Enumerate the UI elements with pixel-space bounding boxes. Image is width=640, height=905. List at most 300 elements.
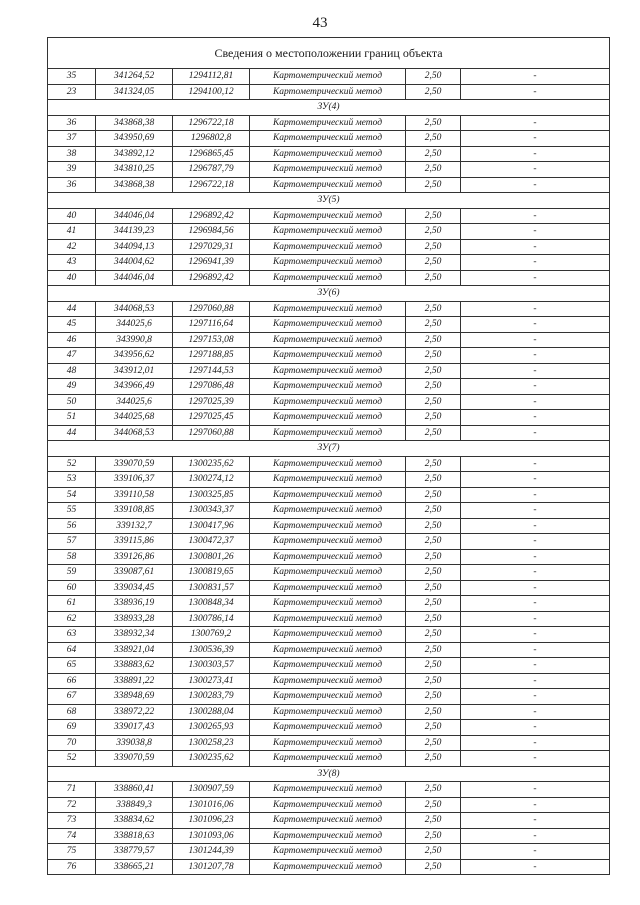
y-coordinate-cell: 1294112,81 — [173, 69, 250, 85]
table-row — [48, 565, 610, 581]
x-coordinate-cell: 341324,05 — [96, 84, 173, 100]
method-cell: Картометрический метод — [250, 425, 406, 441]
accuracy-cell: 2,50 — [406, 797, 461, 813]
description-cell: - — [461, 549, 610, 565]
description-cell: - — [461, 735, 610, 751]
table-row — [48, 782, 610, 798]
table-row — [48, 255, 610, 271]
table-row — [48, 549, 610, 565]
group-label: ЗУ(5) — [48, 193, 610, 209]
table-row — [48, 580, 610, 596]
y-coordinate-cell: 1297188,85 — [173, 348, 250, 364]
accuracy-cell: 2,50 — [406, 611, 461, 627]
method-cell: Картометрический метод — [250, 224, 406, 240]
description-cell: - — [461, 146, 610, 162]
y-coordinate-cell: 1301207,78 — [173, 859, 250, 875]
x-coordinate-cell: 339034,45 — [96, 580, 173, 596]
method-cell: Картометрический метод — [250, 131, 406, 147]
table-row — [48, 534, 610, 550]
accuracy-cell: 2,50 — [406, 425, 461, 441]
accuracy-cell: 2,50 — [406, 162, 461, 178]
table-row — [48, 208, 610, 224]
table-row — [48, 720, 610, 736]
table-row — [48, 658, 610, 674]
accuracy-cell: 2,50 — [406, 177, 461, 193]
description-cell: - — [461, 813, 610, 829]
x-coordinate-cell: 339087,61 — [96, 565, 173, 581]
description-cell: - — [461, 782, 610, 798]
point-number-cell: 23 — [48, 84, 96, 100]
description-cell: - — [461, 673, 610, 689]
point-number-cell: 43 — [48, 255, 96, 271]
x-coordinate-cell: 344025,68 — [96, 410, 173, 426]
table-row — [48, 301, 610, 317]
description-cell: - — [461, 828, 610, 844]
table-row — [48, 751, 610, 767]
x-coordinate-cell: 344068,53 — [96, 301, 173, 317]
accuracy-cell: 2,50 — [406, 689, 461, 705]
method-cell: Картометрический метод — [250, 751, 406, 767]
description-cell: - — [461, 255, 610, 271]
point-number-cell: 46 — [48, 332, 96, 348]
y-coordinate-cell: 1300848,34 — [173, 596, 250, 612]
table-row — [48, 332, 610, 348]
method-cell: Картометрический метод — [250, 115, 406, 131]
y-coordinate-cell: 1300235,62 — [173, 751, 250, 767]
point-number-cell: 58 — [48, 549, 96, 565]
point-number-cell: 57 — [48, 534, 96, 550]
accuracy-cell: 2,50 — [406, 673, 461, 689]
y-coordinate-cell: 1300343,37 — [173, 503, 250, 519]
accuracy-cell: 2,50 — [406, 332, 461, 348]
point-number-cell: 51 — [48, 410, 96, 426]
accuracy-cell: 2,50 — [406, 565, 461, 581]
table-row — [48, 596, 610, 612]
description-cell: - — [461, 627, 610, 643]
method-cell: Картометрический метод — [250, 828, 406, 844]
point-number-cell: 40 — [48, 270, 96, 286]
method-cell: Картометрический метод — [250, 69, 406, 85]
description-cell: - — [461, 534, 610, 550]
accuracy-cell: 2,50 — [406, 844, 461, 860]
description-cell: - — [461, 596, 610, 612]
method-cell: Картометрический метод — [250, 565, 406, 581]
y-coordinate-cell: 1300273,41 — [173, 673, 250, 689]
description-cell: - — [461, 363, 610, 379]
description-cell: - — [461, 177, 610, 193]
description-cell: - — [461, 580, 610, 596]
point-number-cell: 36 — [48, 177, 96, 193]
accuracy-cell: 2,50 — [406, 487, 461, 503]
y-coordinate-cell: 1300769,2 — [173, 627, 250, 643]
method-cell: Картометрический метод — [250, 456, 406, 472]
accuracy-cell: 2,50 — [406, 813, 461, 829]
table-row — [48, 270, 610, 286]
description-cell: - — [461, 162, 610, 178]
accuracy-cell: 2,50 — [406, 549, 461, 565]
method-cell: Картометрический метод — [250, 177, 406, 193]
point-number-cell: 68 — [48, 704, 96, 720]
table-row — [48, 487, 610, 503]
point-number-cell: 76 — [48, 859, 96, 875]
y-coordinate-cell: 1297153,08 — [173, 332, 250, 348]
y-coordinate-cell: 1300831,57 — [173, 580, 250, 596]
method-cell: Картометрический метод — [250, 782, 406, 798]
point-number-cell: 36 — [48, 115, 96, 131]
table-row — [48, 642, 610, 658]
point-number-cell: 40 — [48, 208, 96, 224]
x-coordinate-cell: 338948,69 — [96, 689, 173, 705]
point-number-cell: 44 — [48, 425, 96, 441]
description-cell: - — [461, 611, 610, 627]
point-number-cell: 38 — [48, 146, 96, 162]
description-cell: - — [461, 301, 610, 317]
y-coordinate-cell: 1296865,45 — [173, 146, 250, 162]
table-row — [48, 131, 610, 147]
y-coordinate-cell: 1300325,85 — [173, 487, 250, 503]
description-cell: - — [461, 224, 610, 240]
accuracy-cell: 2,50 — [406, 859, 461, 875]
x-coordinate-cell: 344004,62 — [96, 255, 173, 271]
accuracy-cell: 2,50 — [406, 131, 461, 147]
y-coordinate-cell: 1301244,39 — [173, 844, 250, 860]
boundary-coordinates-table — [47, 37, 610, 875]
group-header-row — [48, 286, 610, 302]
table-row — [48, 425, 610, 441]
description-cell: - — [461, 751, 610, 767]
x-coordinate-cell: 343912,01 — [96, 363, 173, 379]
accuracy-cell: 2,50 — [406, 596, 461, 612]
y-coordinate-cell: 1296984,56 — [173, 224, 250, 240]
description-cell: - — [461, 332, 610, 348]
x-coordinate-cell: 344046,04 — [96, 270, 173, 286]
point-number-cell: 53 — [48, 472, 96, 488]
x-coordinate-cell: 343950,69 — [96, 131, 173, 147]
group-header-row — [48, 441, 610, 457]
group-label: ЗУ(4) — [48, 100, 610, 116]
point-number-cell: 64 — [48, 642, 96, 658]
point-number-cell: 37 — [48, 131, 96, 147]
y-coordinate-cell: 1300265,93 — [173, 720, 250, 736]
x-coordinate-cell: 339017,43 — [96, 720, 173, 736]
table-row — [48, 146, 610, 162]
description-cell: - — [461, 317, 610, 333]
method-cell: Картометрический метод — [250, 162, 406, 178]
x-coordinate-cell: 344025,6 — [96, 317, 173, 333]
accuracy-cell: 2,50 — [406, 503, 461, 519]
y-coordinate-cell: 1296722,18 — [173, 177, 250, 193]
accuracy-cell: 2,50 — [406, 363, 461, 379]
description-cell: - — [461, 208, 610, 224]
method-cell: Картометрический метод — [250, 720, 406, 736]
y-coordinate-cell: 1300274,12 — [173, 472, 250, 488]
method-cell: Картометрический метод — [250, 348, 406, 364]
table-row — [48, 813, 610, 829]
description-cell: - — [461, 131, 610, 147]
method-cell: Картометрический метод — [250, 673, 406, 689]
table-row — [48, 162, 610, 178]
point-number-cell: 65 — [48, 658, 96, 674]
y-coordinate-cell: 1296892,42 — [173, 270, 250, 286]
table-row — [48, 859, 610, 875]
description-cell: - — [461, 518, 610, 534]
table-row — [48, 518, 610, 534]
accuracy-cell: 2,50 — [406, 472, 461, 488]
y-coordinate-cell: 1297060,88 — [173, 425, 250, 441]
y-coordinate-cell: 1300258,23 — [173, 735, 250, 751]
point-number-cell: 54 — [48, 487, 96, 503]
point-number-cell: 61 — [48, 596, 96, 612]
description-cell: - — [461, 348, 610, 364]
x-coordinate-cell: 338834,62 — [96, 813, 173, 829]
accuracy-cell: 2,50 — [406, 301, 461, 317]
accuracy-cell: 2,50 — [406, 115, 461, 131]
table-row — [48, 115, 610, 131]
x-coordinate-cell: 344094,13 — [96, 239, 173, 255]
x-coordinate-cell: 343868,38 — [96, 115, 173, 131]
table-body — [48, 38, 610, 875]
y-coordinate-cell: 1297025,45 — [173, 410, 250, 426]
x-coordinate-cell: 339038,8 — [96, 735, 173, 751]
accuracy-cell: 2,50 — [406, 379, 461, 395]
method-cell: Картометрический метод — [250, 410, 406, 426]
description-cell: - — [461, 394, 610, 410]
method-cell: Картометрический метод — [250, 596, 406, 612]
accuracy-cell: 2,50 — [406, 782, 461, 798]
description-cell: - — [461, 379, 610, 395]
x-coordinate-cell: 343892,12 — [96, 146, 173, 162]
description-cell: - — [461, 425, 610, 441]
method-cell: Картометрический метод — [250, 658, 406, 674]
description-cell: - — [461, 456, 610, 472]
method-cell: Картометрический метод — [250, 534, 406, 550]
table-row — [48, 84, 610, 100]
point-number-cell: 42 — [48, 239, 96, 255]
x-coordinate-cell: 341264,52 — [96, 69, 173, 85]
method-cell: Картометрический метод — [250, 642, 406, 658]
point-number-cell: 50 — [48, 394, 96, 410]
point-number-cell: 55 — [48, 503, 96, 519]
y-coordinate-cell: 1300786,14 — [173, 611, 250, 627]
table-row — [48, 627, 610, 643]
point-number-cell: 45 — [48, 317, 96, 333]
point-number-cell: 74 — [48, 828, 96, 844]
description-cell: - — [461, 84, 610, 100]
description-cell: - — [461, 844, 610, 860]
x-coordinate-cell: 339070,59 — [96, 751, 173, 767]
x-coordinate-cell: 343956,62 — [96, 348, 173, 364]
group-label: ЗУ(6) — [48, 286, 610, 302]
accuracy-cell: 2,50 — [406, 208, 461, 224]
method-cell: Картометрический метод — [250, 689, 406, 705]
method-cell: Картометрический метод — [250, 518, 406, 534]
y-coordinate-cell: 1301096,23 — [173, 813, 250, 829]
point-number-cell: 69 — [48, 720, 96, 736]
accuracy-cell: 2,50 — [406, 627, 461, 643]
y-coordinate-cell: 1300303,57 — [173, 658, 250, 674]
table-row — [48, 239, 610, 255]
description-cell: - — [461, 270, 610, 286]
y-coordinate-cell: 1300288,04 — [173, 704, 250, 720]
table-row — [48, 673, 610, 689]
point-number-cell: 62 — [48, 611, 96, 627]
accuracy-cell: 2,50 — [406, 751, 461, 767]
table-row — [48, 503, 610, 519]
x-coordinate-cell: 338665,21 — [96, 859, 173, 875]
table-title: Сведения о местоположении границ объекта — [48, 38, 610, 69]
x-coordinate-cell: 339070,59 — [96, 456, 173, 472]
description-cell: - — [461, 797, 610, 813]
x-coordinate-cell: 338818,63 — [96, 828, 173, 844]
table-row — [48, 735, 610, 751]
x-coordinate-cell: 338936,19 — [96, 596, 173, 612]
accuracy-cell: 2,50 — [406, 704, 461, 720]
y-coordinate-cell: 1300235,62 — [173, 456, 250, 472]
y-coordinate-cell: 1300283,79 — [173, 689, 250, 705]
x-coordinate-cell: 338779,57 — [96, 844, 173, 860]
y-coordinate-cell: 1296941,39 — [173, 255, 250, 271]
point-number-cell: 35 — [48, 69, 96, 85]
point-number-cell: 66 — [48, 673, 96, 689]
x-coordinate-cell: 344025,6 — [96, 394, 173, 410]
point-number-cell: 52 — [48, 751, 96, 767]
accuracy-cell: 2,50 — [406, 456, 461, 472]
group-header-row — [48, 766, 610, 782]
x-coordinate-cell: 344046,04 — [96, 208, 173, 224]
method-cell: Картометрический метод — [250, 84, 406, 100]
description-cell: - — [461, 472, 610, 488]
table-row — [48, 317, 610, 333]
accuracy-cell: 2,50 — [406, 720, 461, 736]
y-coordinate-cell: 1300536,39 — [173, 642, 250, 658]
point-number-cell: 56 — [48, 518, 96, 534]
table-row — [48, 348, 610, 364]
accuracy-cell: 2,50 — [406, 255, 461, 271]
accuracy-cell: 2,50 — [406, 828, 461, 844]
accuracy-cell: 2,50 — [406, 239, 461, 255]
accuracy-cell: 2,50 — [406, 69, 461, 85]
table-row — [48, 844, 610, 860]
point-number-cell: 59 — [48, 565, 96, 581]
method-cell: Картометрический метод — [250, 611, 406, 627]
page-number: 43 — [312, 15, 328, 31]
table-row — [48, 177, 610, 193]
x-coordinate-cell: 339132,7 — [96, 518, 173, 534]
x-coordinate-cell: 338933,28 — [96, 611, 173, 627]
x-coordinate-cell: 343990,8 — [96, 332, 173, 348]
table-row — [48, 69, 610, 85]
description-cell: - — [461, 704, 610, 720]
group-label: ЗУ(8) — [48, 766, 610, 782]
method-cell: Картометрический метод — [250, 146, 406, 162]
description-cell: - — [461, 565, 610, 581]
x-coordinate-cell: 338972,22 — [96, 704, 173, 720]
point-number-cell: 48 — [48, 363, 96, 379]
y-coordinate-cell: 1300907,59 — [173, 782, 250, 798]
x-coordinate-cell: 338849,3 — [96, 797, 173, 813]
y-coordinate-cell: 1297029,31 — [173, 239, 250, 255]
x-coordinate-cell: 339110,58 — [96, 487, 173, 503]
x-coordinate-cell: 338883,62 — [96, 658, 173, 674]
method-cell: Картометрический метод — [250, 379, 406, 395]
accuracy-cell: 2,50 — [406, 348, 461, 364]
table-title-row — [48, 38, 610, 69]
x-coordinate-cell: 339108,85 — [96, 503, 173, 519]
x-coordinate-cell: 339106,37 — [96, 472, 173, 488]
table-row — [48, 456, 610, 472]
y-coordinate-cell: 1301093,06 — [173, 828, 250, 844]
method-cell: Картометрический метод — [250, 627, 406, 643]
y-coordinate-cell: 1297116,64 — [173, 317, 250, 333]
method-cell: Картометрический метод — [250, 270, 406, 286]
method-cell: Картометрический метод — [250, 844, 406, 860]
description-cell: - — [461, 859, 610, 875]
x-coordinate-cell: 338860,41 — [96, 782, 173, 798]
description-cell: - — [461, 658, 610, 674]
y-coordinate-cell: 1296787,79 — [173, 162, 250, 178]
accuracy-cell: 2,50 — [406, 146, 461, 162]
point-number-cell: 70 — [48, 735, 96, 751]
y-coordinate-cell: 1297025,39 — [173, 394, 250, 410]
point-number-cell: 67 — [48, 689, 96, 705]
x-coordinate-cell: 338921,04 — [96, 642, 173, 658]
x-coordinate-cell: 344139,23 — [96, 224, 173, 240]
description-cell: - — [461, 115, 610, 131]
description-cell: - — [461, 239, 610, 255]
description-cell: - — [461, 503, 610, 519]
table-row — [48, 224, 610, 240]
table-row — [48, 363, 610, 379]
y-coordinate-cell: 1294100,12 — [173, 84, 250, 100]
point-number-cell: 41 — [48, 224, 96, 240]
x-coordinate-cell: 338932,34 — [96, 627, 173, 643]
y-coordinate-cell: 1296802,8 — [173, 131, 250, 147]
method-cell: Картометрический метод — [250, 859, 406, 875]
x-coordinate-cell: 343868,38 — [96, 177, 173, 193]
point-number-cell: 44 — [48, 301, 96, 317]
y-coordinate-cell: 1297086,48 — [173, 379, 250, 395]
table-row — [48, 394, 610, 410]
method-cell: Картометрический метод — [250, 332, 406, 348]
table-row — [48, 689, 610, 705]
table-row — [48, 828, 610, 844]
accuracy-cell: 2,50 — [406, 410, 461, 426]
method-cell: Картометрический метод — [250, 704, 406, 720]
point-number-cell: 47 — [48, 348, 96, 364]
accuracy-cell: 2,50 — [406, 534, 461, 550]
point-number-cell: 72 — [48, 797, 96, 813]
accuracy-cell: 2,50 — [406, 642, 461, 658]
method-cell: Картометрический метод — [250, 580, 406, 596]
point-number-cell: 73 — [48, 813, 96, 829]
y-coordinate-cell: 1300819,65 — [173, 565, 250, 581]
point-number-cell: 49 — [48, 379, 96, 395]
method-cell: Картометрический метод — [250, 317, 406, 333]
table-row — [48, 410, 610, 426]
point-number-cell: 63 — [48, 627, 96, 643]
group-header-row — [48, 193, 610, 209]
method-cell: Картометрический метод — [250, 549, 406, 565]
method-cell: Картометрический метод — [250, 363, 406, 379]
method-cell: Картометрический метод — [250, 487, 406, 503]
x-coordinate-cell: 343810,25 — [96, 162, 173, 178]
y-coordinate-cell: 1297144,53 — [173, 363, 250, 379]
accuracy-cell: 2,50 — [406, 518, 461, 534]
description-cell: - — [461, 69, 610, 85]
method-cell: Картометрический метод — [250, 813, 406, 829]
description-cell: - — [461, 642, 610, 658]
y-coordinate-cell: 1296892,42 — [173, 208, 250, 224]
